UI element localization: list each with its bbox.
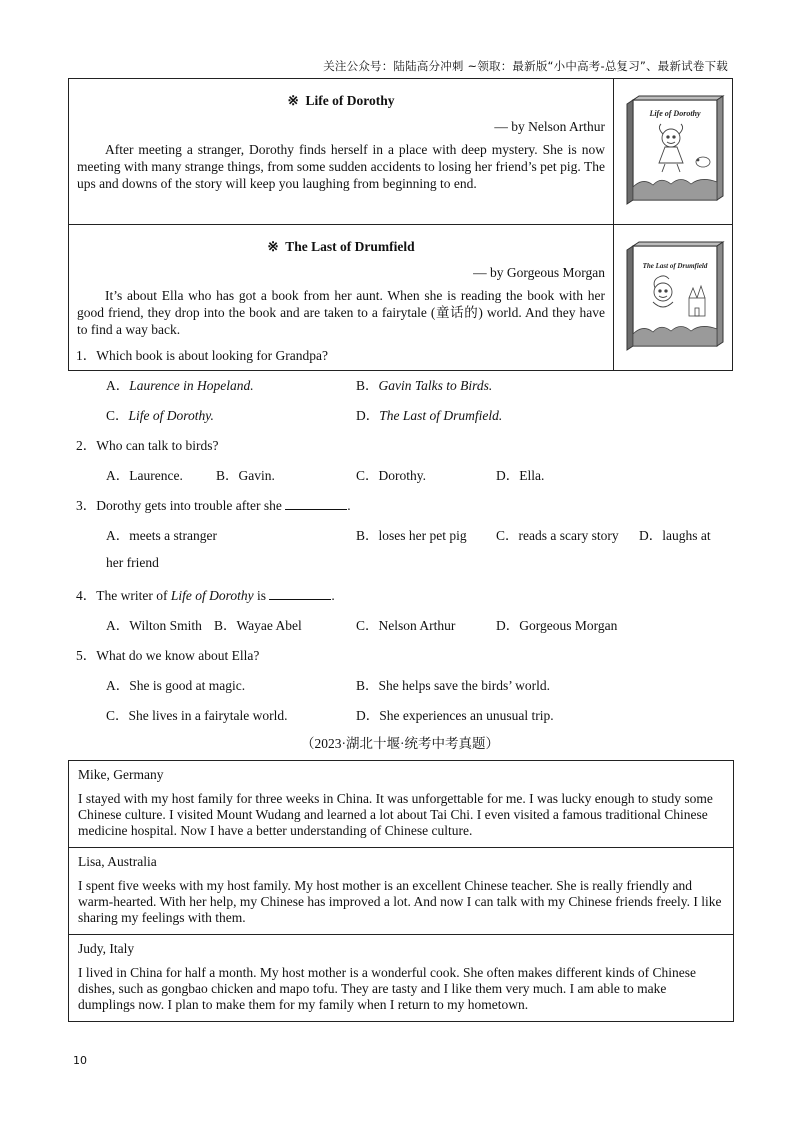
- profile-entry: [69, 761, 733, 848]
- option-text: Laurence.: [129, 468, 183, 483]
- option-letter: B．: [356, 378, 379, 393]
- book-row: [69, 79, 733, 225]
- option-choice[interactable]: [106, 524, 217, 544]
- reference-mark: ※: [267, 239, 279, 254]
- option-choice[interactable]: [496, 464, 544, 484]
- question-number: 4．: [76, 588, 97, 603]
- option-text: Gavin Talks to Birds.: [378, 378, 493, 393]
- question-text-end: .: [347, 498, 351, 513]
- profile-name: Lisa, Australia: [78, 854, 157, 869]
- answer-blank[interactable]: [269, 589, 331, 600]
- option-choice[interactable]: [106, 374, 254, 394]
- book-table: [68, 78, 733, 371]
- question-stem: [76, 584, 335, 604]
- option-letter: C．: [356, 618, 379, 633]
- cover-title-text: Life of Dorothy: [649, 108, 701, 118]
- option-text: loses her pet pig: [378, 528, 467, 543]
- option-text: She is good at magic.: [129, 678, 246, 693]
- option-text: Wilton Smith: [129, 618, 202, 633]
- option-choice[interactable]: [356, 704, 554, 724]
- exam-source-label: （2023·湖北十堰·统考中考真题）: [301, 736, 499, 751]
- option-choice[interactable]: [106, 464, 183, 484]
- answer-blank[interactable]: [285, 499, 347, 510]
- option-letter: C．: [106, 708, 129, 723]
- option-choice[interactable]: [356, 674, 550, 694]
- option-choice[interactable]: [639, 524, 711, 544]
- question-text: Which book is about looking for Grandpa?: [96, 348, 328, 363]
- cloud-icon: [633, 326, 717, 346]
- option-letter: D．: [496, 468, 520, 483]
- option-choice[interactable]: [106, 704, 287, 724]
- question-text: is: [256, 588, 266, 603]
- option-text: Laurence in Hopeland.: [129, 378, 254, 393]
- book-author: — by Gorgeous Morgan: [473, 265, 605, 280]
- book-title: [77, 93, 605, 109]
- option-choice[interactable]: [356, 464, 426, 484]
- book-body: It’s about Ella who has got a book from her aunt. When she is reading the book with her good friend, they drop into the book and are taken to a fairytale (童话的) world. And they have to find a way back.: [77, 288, 605, 337]
- option-choice[interactable]: [216, 464, 275, 484]
- option-letter: C．: [356, 468, 379, 483]
- book-cover-cell: [614, 225, 733, 371]
- option-text: Nelson Arthur: [378, 618, 456, 633]
- cover-title-text: The Last of Drumfield: [642, 261, 708, 270]
- book-title-text: The Last of Drumfield: [285, 239, 415, 254]
- option-letter: A．: [106, 468, 130, 483]
- question-text: Who can talk to birds?: [96, 438, 219, 453]
- option-text: Gorgeous Morgan: [519, 618, 618, 633]
- option-text: She experiences an unusual trip.: [379, 708, 554, 723]
- question-number: 1．: [76, 348, 97, 363]
- option-text: Gavin.: [238, 468, 275, 483]
- option-letter: A．: [106, 618, 130, 633]
- book-cover-image: [619, 92, 727, 208]
- option-text: She lives in a fairytale world.: [128, 708, 288, 723]
- reference-mark: ※: [287, 93, 299, 108]
- profile-text: I stayed with my host family for three weeks in China. It was unforgettable for me. I was lucky enough to study some Chinese culture. I visited Mount Wudang and learned a lot about Tai Chi. I even visited a famous traditional Chinese medicine hospital. Now I have a better understanding of Chinese culture.: [78, 791, 713, 838]
- option-text: Ella.: [519, 468, 545, 483]
- question-stem: [76, 494, 351, 514]
- book-title: [77, 239, 605, 255]
- option-text: Life of Dorothy.: [128, 408, 214, 423]
- book-description: [69, 79, 614, 225]
- option-letter: D．: [639, 528, 663, 543]
- option-letter: C．: [106, 408, 129, 423]
- option-letter: C．: [496, 528, 519, 543]
- profile-name: Mike, Germany: [78, 767, 164, 782]
- option-choice[interactable]: [106, 404, 214, 424]
- option-wrap-text: her friend: [106, 555, 159, 570]
- question-text: The writer of: [96, 588, 168, 603]
- book-cover-image: [619, 238, 727, 354]
- option-letter: A．: [106, 678, 130, 693]
- option-text: Wayae Abel: [236, 618, 302, 633]
- option-text: She helps save the birds’ world.: [378, 678, 550, 693]
- option-text: laughs at: [662, 528, 711, 543]
- option-choice[interactable]: [356, 374, 492, 394]
- option-letter: D．: [496, 618, 520, 633]
- question-text: Dorothy gets into trouble after she: [96, 498, 282, 513]
- option-choice[interactable]: [356, 524, 467, 544]
- option-text: meets a stranger: [129, 528, 217, 543]
- student-profiles-table: [68, 760, 734, 1022]
- cloud-icon: [633, 179, 717, 200]
- profile-entry: [69, 848, 733, 935]
- option-choice[interactable]: [214, 614, 302, 634]
- book-author: — by Nelson Arthur: [494, 119, 605, 134]
- option-choice[interactable]: [106, 674, 245, 694]
- question-stem: [76, 344, 328, 364]
- option-letter: B．: [356, 678, 379, 693]
- option-text: Dorothy.: [378, 468, 427, 483]
- option-letter: B．: [356, 528, 379, 543]
- book-body: After meeting a stranger, Dorothy finds herself in a place with deep mystery. She is now meeting with many strange things, from some sudden accidents to losing her friend’s pet pig. The ups and downs of the story will keep you laughing from beginning to end.: [77, 142, 605, 191]
- option-text: reads a scary story: [518, 528, 619, 543]
- profile-name: Judy, Italy: [78, 941, 135, 956]
- option-letter: A．: [106, 528, 130, 543]
- page-number: 10: [73, 1054, 87, 1067]
- option-choice[interactable]: [356, 404, 502, 424]
- profile-text: I lived in China for half a month. My host mother is a wonderful cook. She often makes different kinds of Chinese dishes, such as gongbao chicken and mapo tofu. They are tasty and I like them very much. I am able to make dumplings now. I plan to make them for my family when I return to my hometown.: [78, 965, 697, 1012]
- option-letter: B．: [216, 468, 239, 483]
- header-note: 关注公众号：陆陆高分冲刺 ~领取：最新版“小中高考-总复习”、最新试卷下载: [323, 59, 728, 73]
- question-book-title: Life of Dorothy: [170, 588, 254, 603]
- option-letter: D．: [356, 408, 380, 423]
- profile-text: I spent five weeks with my host family. My host mother is an excellent Chinese teacher. She is really friendly and warm-hearted. With her help, my Chinese has improved a lot. And now I can talk with my Chinese friends freely. I like sharing my feelings with them.: [78, 878, 722, 925]
- book-title-text: Life of Dorothy: [305, 93, 395, 108]
- option-letter: A．: [106, 378, 130, 393]
- option-text: The Last of Drumfield.: [379, 408, 503, 423]
- option-choice[interactable]: [496, 524, 619, 544]
- question-stem: [76, 434, 218, 454]
- question-text-end: .: [331, 588, 335, 603]
- question-stem: [76, 644, 259, 664]
- book-cover-cell: [614, 79, 733, 225]
- question-number: 2．: [76, 438, 97, 453]
- profile-entry: [69, 935, 733, 1021]
- option-letter: D．: [356, 708, 380, 723]
- question-number: 5．: [76, 648, 97, 663]
- question-number: 3．: [76, 498, 97, 513]
- option-choice[interactable]: [356, 614, 455, 634]
- option-choice[interactable]: [496, 614, 617, 634]
- option-letter: B．: [214, 618, 237, 633]
- option-choice[interactable]: [106, 614, 202, 634]
- question-text: What do we know about Ella?: [96, 648, 260, 663]
